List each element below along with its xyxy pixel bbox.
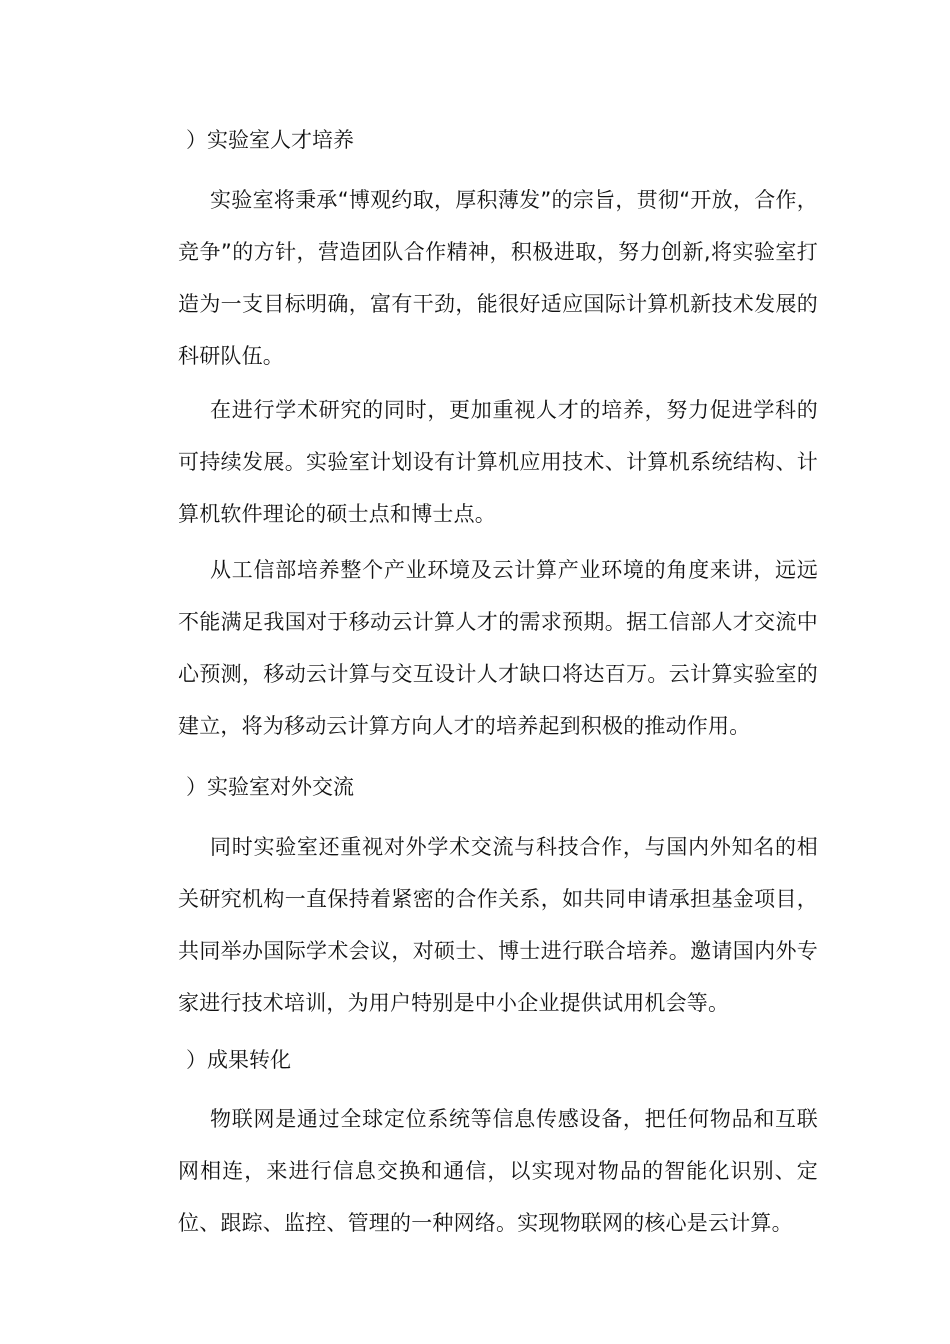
paragraph-talent-cultivation: 在进行学术研究的同时，更加重视人才的培养，努力促进学科的可持续发展。实验室计划设有计算机应用技术、计算机系统结构、计算机软件理论的硕士点和博士点。 (178, 398, 818, 526)
paragraph-iot: 物联网是通过全球定位系统等信息传感设备，把任何物品和互联网相连，来进行信息交换和通信，以实现对物品的智能化识别、定位、跟踪、监控、管理的一种网络。实现物联网的核心是云计算。 (178, 1107, 818, 1235)
section-heading-exchange: ）实验室对外交流 (186, 775, 354, 799)
paragraph-industry-demand: 从工信部培养整个产业环境及云计算产业环境的角度来讲，远远不能满足我国对于移动云计算人才的需求预期。据工信部人才交流中心预测，移动云计算与交互设计人才缺口将达百万。云计算实验室的建立，将为移动云计算方向人才的培养起到积极的推动作用。 (178, 558, 818, 738)
section-heading-achievement: ）成果转化 (186, 1048, 291, 1072)
paragraph-lab-mission: 实验室将秉承“博观约取，厚积薄发”的宗旨，贯彻“开放，合作，竞争”的方针，营造团队合作精神，积极进取，努力创新,将实验室打造为一支目标明确，富有干劲，能很好适应国际计算机新技术发展的科研队伍。 (178, 188, 818, 368)
paragraph-external-exchange: 同时实验室还重视对外学术交流与科技合作，与国内外知名的相关研究机构一直保持着紧密的合作关系，如共同申请承担基金项目，共同举办国际学术会议，对硕士、博士进行联合培养。邀请国内外专家进行技术培训，为用户特别是中小企业提供试用机会等。 (178, 835, 818, 1015)
section-heading-talent: ）实验室人才培养 (186, 128, 354, 152)
